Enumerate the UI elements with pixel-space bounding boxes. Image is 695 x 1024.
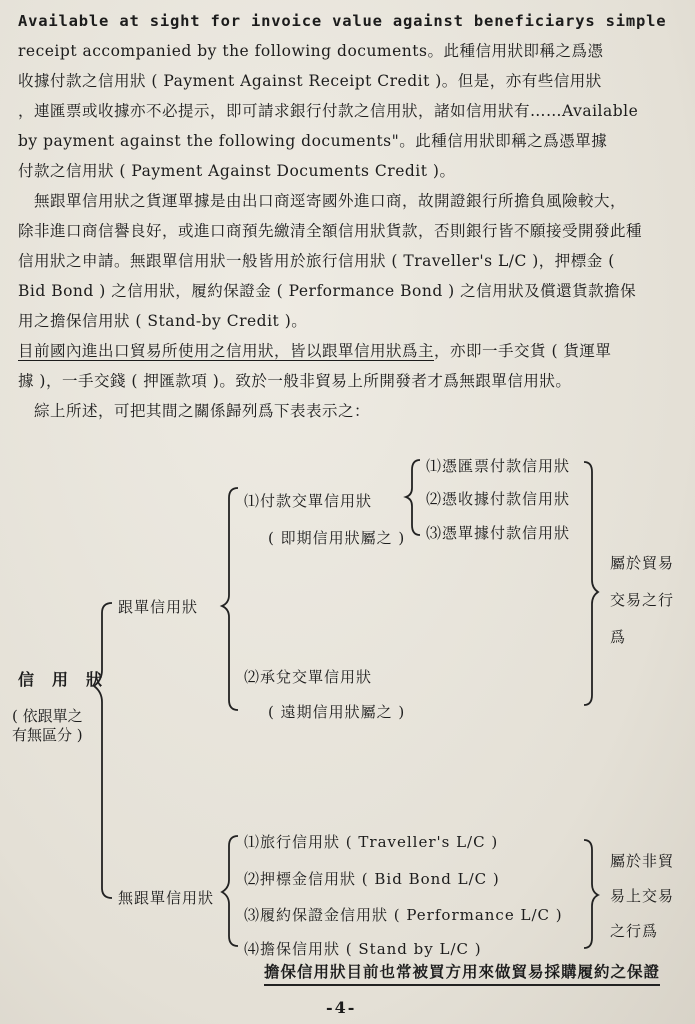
diagram-root-note: ( 依跟單之	[12, 707, 83, 725]
sight-items-brace	[406, 460, 420, 535]
sight-item: ⑶憑單據付款信用狀	[426, 524, 571, 542]
text-span: ，亦即一手交貨 ( 貨運單	[434, 342, 612, 360]
text-line: by payment against the following documents"。此種信用狀即稱之爲憑單據	[18, 132, 608, 150]
text-line: 信用狀之申請。無跟單信用狀一般皆用於旅行信用狀 ( Traveller's L/C )，押標金 (	[18, 252, 615, 270]
nontrade-note: 屬於非貿	[610, 852, 675, 870]
text-line: 除非進口商信譽良好，或進口商預先繳清全額信用狀貨款，否則銀行皆不願接受開發此種	[18, 222, 643, 240]
root-brace	[94, 603, 112, 898]
page-number: -4-	[326, 998, 357, 1017]
usance-label: ⑵承兌交單信用狀	[244, 668, 373, 686]
documentary-credit-label: 跟單信用狀	[118, 598, 199, 616]
sight-item: ⑴憑匯票付款信用狀	[426, 457, 571, 475]
sight-payment-label: ⑴付款交單信用狀	[244, 492, 373, 510]
nontrade-right-brace	[584, 840, 598, 948]
text-line: receipt accompanied by the following documents。此種信用狀即稱之爲憑	[18, 42, 604, 60]
text-line: 綜上所述，可把其間之關係歸列爲下表表示之：	[18, 402, 371, 420]
text-line: 無跟單信用狀之貨運單據是由出口商逕寄國外進口商，故開證銀行所擔負風險較大，	[18, 192, 627, 210]
sight-item: ⑵憑收據付款信用狀	[426, 490, 571, 508]
trade-note: 爲	[610, 628, 627, 646]
text-line: ，連匯票或收據亦不必提示，即可請求銀行付款之信用狀，諸如信用狀有……Available	[18, 102, 639, 120]
diagram-root-label: 信 用 狀	[18, 670, 104, 689]
documentary-brace	[222, 488, 238, 710]
clean-item: ⑶履約保證金信用狀 ( Performance L/C )	[244, 906, 563, 924]
clean-item: ⑷擔保信用狀 ( Stand by L/C )	[244, 940, 482, 958]
diagram-root-note: 有無區分 )	[12, 726, 83, 744]
nontrade-note: 易上交易	[610, 887, 675, 905]
trade-note: 屬於貿易	[610, 554, 675, 572]
footnote: 擔保信用狀目前也常被買方用來做貿易採購履約之保證	[264, 960, 660, 986]
text-line: 收據付款之信用狀 ( Payment Against Receipt Credit )。但是，亦有些信用狀	[18, 72, 602, 90]
clean-item: ⑵押標金信用狀 ( Bid Bond L/C )	[244, 870, 500, 888]
clean-brace	[222, 836, 238, 946]
trade-note: 交易之行	[610, 591, 675, 609]
text-line: 據 )，一手交錢 ( 押匯款項 )。致於一般非貿易上所開發者才爲無跟單信用狀。	[18, 372, 572, 390]
usance-note: ( 遠期信用狀屬之 )	[268, 703, 406, 721]
nontrade-note: 之行爲	[610, 922, 659, 940]
clean-credit-label: 無跟單信用狀	[118, 889, 215, 907]
text-line: 用之擔保信用狀 ( Stand-by Credit )。	[18, 312, 308, 330]
sight-note: ( 即期信用狀屬之 )	[268, 529, 406, 547]
trade-right-brace	[584, 462, 598, 705]
underlined-text: 目前國內進出口貿易所使用之信用狀，皆以跟單信用狀爲主	[18, 342, 435, 360]
text-line: Available at sight for invoice value against beneficiarys simple	[18, 12, 667, 30]
clean-item: ⑴旅行信用狀 ( Traveller's L/C )	[244, 833, 499, 851]
text-line: 付款之信用狀 ( Payment Against Documents Credit )。	[18, 162, 456, 180]
text-line: Bid Bond ) 之信用狀，履約保證金 ( Performance Bond ) 之信用狀及償還貨款擔保	[18, 282, 637, 300]
